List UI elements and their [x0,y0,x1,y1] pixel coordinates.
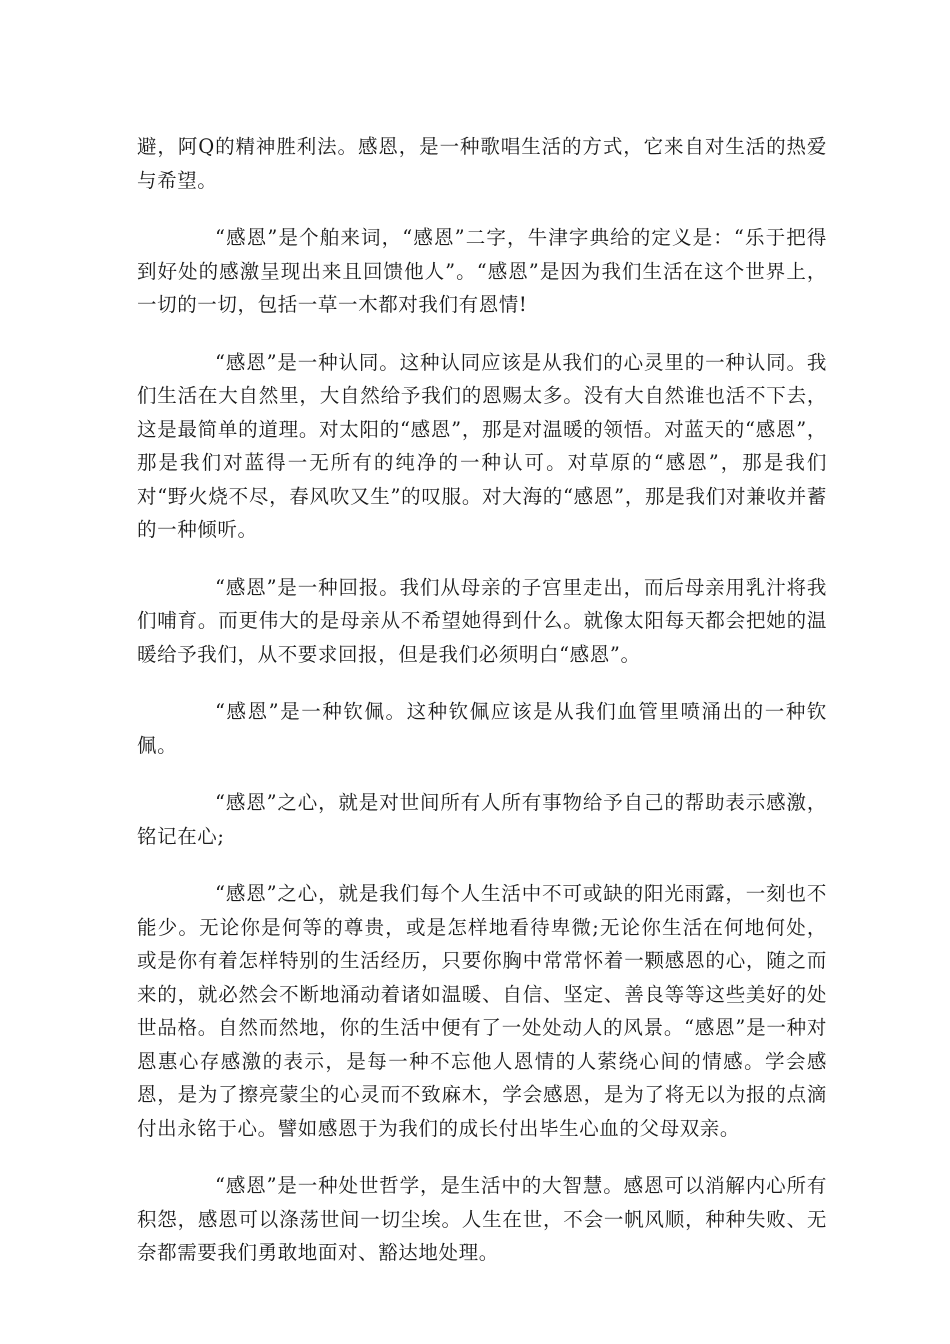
paragraph-1: 避，阿Q的精神胜利法。感恩，是一种歌唱生活的方式，它来自对生活的热爱与希望。 [137,135,827,192]
document-body [137,130,827,1294]
paragraph-2: “感恩”是个舶来词，“感恩”二字，牛津字典给的定义是：“乐于把得到好处的感激呈现出来且回馈他人”。“感恩”是因为我们生活在这个世界上，一切的一切，包括一草一木都对我们有恩情! [137,226,827,316]
paragraph-7: “感恩”之心，就是我们每个人生活中不可或缺的阳光雨露，一刻也不能少。无论你是何等的尊贵，或是怎样地看待卑微;无论你生活在何地何处，或是你有着怎样特别的生活经历，只要你胸中常常怀着一颗感恩的心，随之而来的，就必然会不断地涌动着诸如温暖、自信、坚定、善良等等这些美好的处世品格。自然而然地，你的生活中便有了一处处动人的风景。“感恩”是一种对恩惠心存感激的表示，是每一种不忘他人恩情的人萦绕心间的情感。学会感恩，是为了擦亮蒙尘的心灵而不致麻木，学会感恩，是为了将无以为报的点滴付出永铭于心。譬如感恩于为我们的成长付出毕生心血的父母双亲。 [137,882,827,1140]
paragraph-3: “感恩”是一种认同。这种认同应该是从我们的心灵里的一种认同。我们生活在大自然里，大自然给予我们的恩赐太多。没有大自然谁也活不下去，这是最简单的道理。对太阳的“感恩”，那是对温暖的领悟。对蓝天的“感恩”，那是我们对蓝得一无所有的纯净的一种认可。对草原的“感恩”，那是我们对“野火烧不尽，春风吹又生”的叹服。对大海的“感恩”，那是我们对兼收并蓄的一种倾听。 [137,350,827,541]
paragraph-6: “感恩”之心，就是对世间所有人所有事物给予自己的帮助表示感激，铭记在心; [137,791,827,848]
paragraph-8: “感恩”是一种处世哲学，是生活中的大智慧。感恩可以消解内心所有积怨，感恩可以涤荡世间一切尘埃。人生在世，不会一帆风顺，种种失败、无奈都需要我们勇敢地面对、豁达地处理。 [137,1174,827,1264]
paragraph-4: “感恩”是一种回报。我们从母亲的子宫里走出，而后母亲用乳汁将我们哺育。而更伟大的是母亲从不希望她得到什么。就像太阳每天都会把她的温暖给予我们，从不要求回报，但是我们必须明白“感恩”。 [137,575,827,666]
paragraph-5: “感恩”是一种钦佩。这种钦佩应该是从我们血管里喷涌出的一种钦佩。 [137,700,827,757]
